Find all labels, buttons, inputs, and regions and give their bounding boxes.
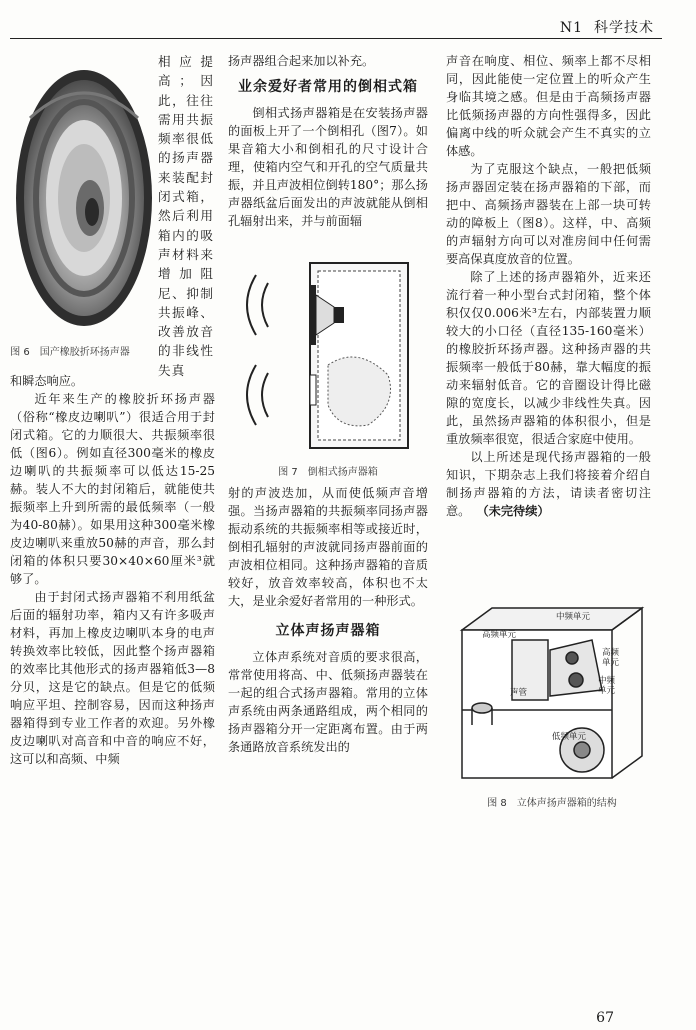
column-3 [446,52,651,520]
bass-reflex-box-icon [228,255,428,455]
stereo-speaker-box-icon [452,600,652,780]
section-title: 科学技术 [594,20,654,36]
heading-bass-reflex: 业余爱好者常用的倒相式箱 [238,79,418,95]
col2-p1: 倒相式扬声器箱是在安装扬声器的面板上开了一个倒相孔（图7）。如果音箱大小和倒相孔的尺寸设计合理，使箱内空气和开孔的空气质量共振，并且声波相位倒转180°；那么扬声器纸盆后面发出的声波就能从倒相孔辐射出来，并与前面辐 [228,106,428,228]
header-rule [10,38,662,39]
label-low-unit: 低频单元 [552,732,587,742]
to-be-continued: （未完待续） [482,504,550,518]
column-2-top [228,52,428,230]
col3-p4 [446,448,651,520]
label-mid-unit-2: 中频单元 [598,676,616,696]
label-treble-unit: 高频单元 [602,648,620,668]
page-number: 67 [596,1010,614,1026]
figure-7 [228,255,428,480]
col2-p2: 射的声波迭加，从而使低频声音增强。当扬声器箱的共振频率同扬声器振动系统的共振频率相等或接近时，倒相孔辐射的声波就同扬声器前面的声波相位相同。这种扬声器箱的音质较好，放音效率较高，体积也不太大，是业余爱好者常用的一种形式。 [228,486,428,608]
col3-p4-text: 以上所述是现代扬声器箱的一般知识，下期杂志上我们将接着介绍自制扬声器箱的方法，请读者密切注意。 [446,450,651,518]
col1-p1-end: 和瞬态响应。 [10,374,84,388]
col3-p1: 声音在响度、相位、频率上都不尽相同，因此能使一定位置上的听众产生身临其境之感。但是由于高频扬声器比低频扬声器的方向性强得多，因此偏离中线的听众就会产生不真实的立体感。 [446,54,651,158]
figure-6 [10,58,155,368]
label-port: 声管 [510,688,528,698]
column-2-bottom [228,484,428,756]
col1-p3: 由于封闭式扬声器箱不利用纸盆后面的辐射功率，箱内又有许多吸声材料，再加上橡皮边喇叭本身的电声转换效率比较低，因此整个扬声器箱的效率比其他形式的扬声器箱低3—8分贝，这是它的缺点。但是它的低频响应平坦、控制容易，因而这种扬声器箱得到专业工作者的欢迎。另外橡皮边喇叭对高音和中音的响应不好，这可以和高频、中频 [10,590,215,766]
figure-6-caption: 图 6 国产橡胶折环扬声器 [10,347,130,358]
col1-p2: 近年来生产的橡胶折环扬声器（俗称“橡皮边喇叭”）很适合用于封闭式箱。它的力顺很大、共振频率很低（图6）。例如直径300毫米的橡皮边喇叭的共振频率可以低达15-25赫。装人不大的封闭箱后，就能使共振频率上升到所需的最低频率（一般为40-80赫）。如果用这种300毫米橡皮边喇叭来重放50赫的声音，那么封闭箱的体积只要30×40×60厘米³就够了。 [10,392,215,586]
figure-8 [452,600,652,810]
section-code: N1 [559,20,584,36]
running-header [560,17,654,37]
col1-narrow-paragraph: 相应提高；因此，往往需用共振频率很低的扬声器来装配封闭式箱，然后利用箱内的吸声材料来增加阻尼、抑制共振峰、改善放音的非线性失真 [158,54,214,378]
col3-p3: 除了上述的扬声器箱外，近来还流行着一种小型台式封闭箱，整个体积仅仅0.006米³左右，内部装置力顺较大的小口径（直径135-160毫米）的橡胶折环扬声器。这种扬声器的共振频率一般低于80赫，靠大幅度的振动来辐射低音。它的音圈设计得比磁隙的宽度长，以减少非线性失真。因此，虽然扬声器箱的体积很小，但是重放频率很宽，很适合家庭中使用。 [446,270,651,446]
rubber-edge-speaker-icon [10,58,155,333]
figure-8-caption: 图 8 立体声扬声器箱的结构 [487,798,617,809]
col3-p2: 为了克服这个缺点，一般把低频扬声器固定装在扬声器箱的下部，而把中、高频扬声器装在上部一块可转动的障板上（图8）。这样，中、高频的声辐射方向可以对准房间中任何需要高保真度放音的位置。 [446,162,651,266]
figure-7-caption: 图 7 倒相式扬声器箱 [278,467,378,478]
col2-p3: 立体声系统对音质的要求很高，常常使用将高、中、低频扬声器装在一起的组合式扬声器箱。常用的立体声系统由两条通路组成，两个相同的扬声器箱分开一定距离布置。由于两条通路放音系统发出的 [228,650,428,754]
column-1 [10,372,215,768]
col1-wrap-text [158,52,214,380]
heading-stereo-box: 立体声扬声器箱 [275,623,381,639]
col2-p0: 扬声器组合起来加以补充。 [228,54,375,68]
label-mid-unit: 中频单元 [556,612,591,622]
label-high-unit: 高频单元 [482,630,517,640]
